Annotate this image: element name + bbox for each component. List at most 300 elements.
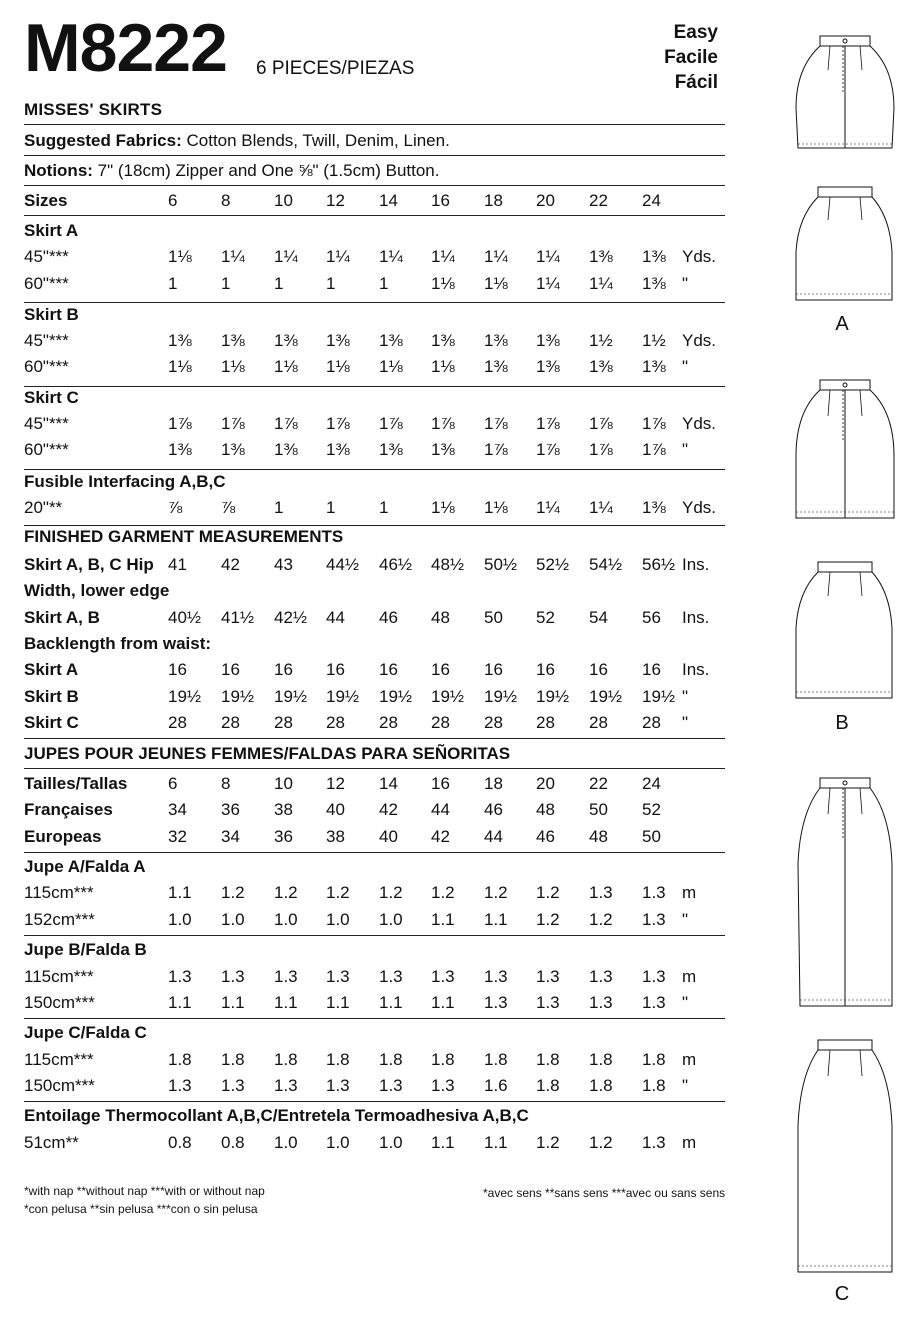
unit-label: m [682, 1050, 697, 1069]
cell-value: 1.3 [536, 993, 560, 1012]
unit-label: m [682, 1133, 697, 1152]
finished-title [24, 525, 725, 549]
section-header [24, 1104, 725, 1128]
cell-value: 1.8 [642, 1076, 666, 1095]
cell-value: 1⅛ [431, 498, 455, 517]
cell-value: 1 [379, 274, 389, 293]
row-label: Skirt A, B [24, 608, 100, 627]
unit-label: Ins. [682, 555, 710, 574]
cell-value: 1¼ [589, 498, 613, 517]
cell-value: 1⅜ [274, 440, 298, 459]
cell-value: 28 [536, 713, 555, 732]
section-header [24, 938, 725, 962]
cell-value: 19½ [379, 687, 413, 706]
hip-row [24, 553, 725, 577]
row-label: Backlength from waist: [24, 634, 212, 653]
cell-value: 1.0 [326, 1133, 350, 1152]
backlength-label-row [24, 632, 725, 656]
cell-value: 28 [589, 713, 608, 732]
pattern-title: MISSES' SKIRTS [24, 100, 163, 119]
unit-label: " [682, 713, 689, 732]
cell-value: 56 [642, 608, 661, 627]
row-label: Skirt C [24, 713, 79, 732]
unit-label: Yds. [682, 414, 717, 433]
cell-value: 1.8 [589, 1050, 613, 1069]
cell-value: 1⅞ [379, 414, 403, 433]
cell-value: ⅞ [168, 498, 183, 517]
cell-value: 28 [326, 713, 345, 732]
cell-value: 1.8 [536, 1076, 560, 1095]
skirt-c-front-sketch [788, 774, 898, 1010]
cell-value: 1.0 [326, 910, 350, 929]
cell-value: 1.2 [379, 883, 403, 902]
row-label: JUPES POUR JEUNES FEMMES/FALDAS PARA SEÑORITAS [24, 744, 511, 763]
cell-value: 52½ [536, 555, 570, 574]
fabrics-label: Suggested Fabrics: [24, 131, 182, 150]
row-label: Skirt A [24, 660, 79, 679]
view-a-label: A [835, 313, 849, 335]
cell-value: 50 [642, 827, 661, 846]
cell-value: 1¼ [589, 274, 613, 293]
cell-value: 1.0 [168, 910, 192, 929]
row-label: 152cm*** [24, 910, 95, 929]
cell-value: 38 [274, 800, 293, 819]
cell-value: 1.6 [484, 1076, 508, 1095]
pattern-number: M8222 [24, 10, 227, 86]
cell-value: 14 [379, 191, 398, 210]
cell-value: 1.1 [326, 993, 350, 1012]
cell-value: 44 [484, 827, 503, 846]
divider [24, 155, 725, 156]
difficulty-french: Facile [664, 47, 718, 68]
cell-value: 12 [326, 191, 345, 210]
skirt-b-back-sketch [788, 558, 898, 703]
cell-value: 1.3 [536, 967, 560, 986]
cell-value: 43 [274, 555, 293, 574]
unit-label: " [682, 274, 689, 293]
cell-value: 46 [484, 800, 503, 819]
cell-value: 1⅜ [221, 440, 245, 459]
pattern-title-row [24, 98, 725, 122]
cell-value: 1¼ [536, 274, 560, 293]
cell-value: 1⅞ [274, 414, 298, 433]
cell-value: 46½ [379, 555, 413, 574]
fabrics-row [24, 129, 725, 153]
row-label: 51cm** [24, 1133, 79, 1152]
cell-value: 1⅛ [431, 274, 455, 293]
cell-value: 1⅜ [642, 247, 666, 266]
cell-value: 6 [168, 774, 178, 793]
cell-value: 1⅞ [168, 414, 192, 433]
cell-value: 1.3 [274, 1076, 298, 1095]
cell-value: 40 [379, 827, 398, 846]
cell-value: 1.1 [484, 910, 508, 929]
cell-value: 16 [326, 660, 345, 679]
row-label: Entoilage Thermocollant A,B,C/Entretela Termoadhesiva A,B,C [24, 1106, 529, 1125]
row-label: 150cm*** [24, 993, 95, 1012]
cell-value: 1.3 [642, 993, 666, 1012]
cell-value: 28 [642, 713, 661, 732]
cell-value: 1.3 [589, 883, 613, 902]
cell-value: 1.3 [326, 967, 350, 986]
footnote-french: *avec sens **sans sens ***avec ou sans sens [483, 1186, 726, 1200]
cell-value: 46 [536, 827, 555, 846]
cell-value: 1.3 [326, 1076, 350, 1095]
row-label: 60"*** [24, 274, 69, 293]
cell-value: 44 [326, 608, 345, 627]
cell-value: 1¼ [379, 247, 403, 266]
cell-value: 1.2 [536, 1133, 560, 1152]
cell-value: 20 [536, 191, 555, 210]
yardage-row [24, 355, 725, 379]
francaises-row [24, 798, 725, 822]
cell-value: 1.3 [274, 967, 298, 986]
view-b-label: B [835, 712, 849, 734]
cell-value: 1⅜ [484, 331, 508, 350]
row-label: Skirt C [24, 388, 79, 407]
unit-label: " [682, 1076, 689, 1095]
cell-value: 1.1 [221, 993, 245, 1012]
row-label: Jupe A/Falda A [24, 857, 146, 876]
cell-value: 22 [589, 774, 608, 793]
cell-value: 1⅛ [484, 274, 508, 293]
row-label: Fusible Interfacing A,B,C [24, 472, 226, 491]
cell-value: 16 [536, 660, 555, 679]
cell-value: 50½ [484, 555, 518, 574]
unit-label: m [682, 967, 697, 986]
cell-value: 1⅜ [379, 331, 403, 350]
cell-value: 48 [536, 800, 555, 819]
cell-value: 42 [221, 555, 240, 574]
metric-row [24, 991, 725, 1015]
cell-value: 1⅜ [589, 357, 613, 376]
row-label: 45"*** [24, 247, 69, 266]
cell-value: 36 [274, 827, 293, 846]
cell-value: 6 [168, 191, 178, 210]
row-label: 45"*** [24, 331, 69, 350]
cell-value: 48 [589, 827, 608, 846]
cell-value: 14 [379, 774, 398, 793]
cell-value: 1.1 [274, 993, 298, 1012]
cell-value: 18 [484, 774, 503, 793]
cell-value: 1⅞ [326, 414, 350, 433]
cell-value: 1⅛ [431, 357, 455, 376]
cell-value: 1⅜ [589, 247, 613, 266]
cell-value: 1.8 [379, 1050, 403, 1069]
skirt-b-front-sketch [788, 376, 898, 522]
cell-value: 1⅜ [168, 440, 192, 459]
cell-value: 1⅞ [536, 414, 560, 433]
cell-value: 52 [642, 800, 661, 819]
cell-value: 1⅞ [431, 414, 455, 433]
cell-value: 34 [168, 800, 187, 819]
metric-row [24, 1131, 725, 1155]
cell-value: 1.3 [642, 967, 666, 986]
cell-value: 16 [431, 660, 450, 679]
unit-label: Ins. [682, 608, 710, 627]
cell-value: 1.8 [484, 1050, 508, 1069]
cell-value: 28 [274, 713, 293, 732]
divider [24, 768, 725, 769]
cell-value: 1.2 [536, 883, 560, 902]
cell-value: 1¼ [431, 247, 455, 266]
cell-value: 16 [221, 660, 240, 679]
unit-label: Ins. [682, 660, 710, 679]
cell-value: 50 [589, 800, 608, 819]
yardage-row [24, 412, 725, 436]
cell-value: 1¼ [221, 247, 245, 266]
cell-value: 1⅜ [379, 440, 403, 459]
cell-value: 1⅛ [379, 357, 403, 376]
cell-value: 1⅜ [168, 331, 192, 350]
unit-label: Yds. [682, 331, 717, 350]
cell-value: 1.2 [589, 910, 613, 929]
cell-value: 18 [484, 191, 503, 210]
cell-value: 1.8 [589, 1076, 613, 1095]
cell-value: 1¼ [326, 247, 350, 266]
cell-value: 1⅜ [431, 440, 455, 459]
row-label: 150cm*** [24, 1076, 95, 1095]
unit-label: m [682, 883, 697, 902]
cell-value: 1⅞ [589, 414, 613, 433]
row-label: Skirt A [24, 221, 79, 240]
footnote-english: *with nap **without nap ***with or without nap [24, 1184, 265, 1198]
sizes-row [24, 189, 725, 213]
divider [24, 738, 725, 739]
row-label: Europeas [24, 827, 102, 846]
row-label: 45"*** [24, 414, 69, 433]
cell-value: 1.3 [221, 1076, 245, 1095]
row-label: Tailles/Tallas [24, 774, 128, 793]
cell-value: 1.1 [431, 910, 455, 929]
cell-value: 1.3 [379, 1076, 403, 1095]
cell-value: 19½ [589, 687, 623, 706]
section-header [24, 303, 725, 327]
metric-row [24, 965, 725, 989]
skirt-c-back-sketch [788, 1036, 898, 1276]
cell-value: 24 [642, 191, 661, 210]
unit-label: " [682, 687, 689, 706]
metric-row [24, 908, 725, 932]
cell-value: 28 [379, 713, 398, 732]
cell-value: 1 [274, 274, 284, 293]
cell-value: 1.0 [274, 910, 298, 929]
row-label: Sizes [24, 191, 68, 210]
cell-value: 52 [536, 608, 555, 627]
difficulty-spanish: Fácil [674, 72, 718, 93]
pieces-count: 6 PIECES/PIEZAS [256, 58, 415, 79]
cell-value: 1 [379, 498, 389, 517]
cell-value: 42½ [274, 608, 308, 627]
cell-value: 1.3 [168, 1076, 192, 1095]
cell-value: 1.8 [221, 1050, 245, 1069]
row-label: 20"** [24, 498, 63, 517]
cell-value: 1⅞ [221, 414, 245, 433]
fabrics-text: Cotton Blends, Twill, Denim, Linen. [181, 131, 450, 150]
cell-value: 1 [168, 274, 178, 293]
cell-value: 1⅜ [484, 357, 508, 376]
cell-value: 19½ [221, 687, 255, 706]
cell-value: 0.8 [221, 1133, 245, 1152]
divider [24, 1101, 725, 1102]
cell-value: 1.2 [221, 883, 245, 902]
cell-value: 36 [221, 800, 240, 819]
cell-value: 1.3 [221, 967, 245, 986]
tailles-row [24, 772, 725, 796]
back-c-row [24, 711, 725, 735]
cell-value: 1.8 [274, 1050, 298, 1069]
cell-value: 1.2 [536, 910, 560, 929]
cell-value: 1¼ [536, 247, 560, 266]
cell-value: 1.2 [431, 883, 455, 902]
cell-value: 1 [326, 498, 336, 517]
skirt-a-back-sketch [788, 182, 898, 304]
divider [24, 185, 725, 186]
cell-value: 1⅞ [642, 414, 666, 433]
cell-value: 0.8 [168, 1133, 192, 1152]
cell-value: 1.3 [642, 883, 666, 902]
cell-value: 1.1 [379, 993, 403, 1012]
cell-value: 19½ [274, 687, 308, 706]
cell-value: 16 [589, 660, 608, 679]
cell-value: 1⅞ [484, 414, 508, 433]
cell-value: 1.8 [536, 1050, 560, 1069]
cell-value: 1.2 [484, 883, 508, 902]
cell-value: 1⅛ [326, 357, 350, 376]
yardage-row [24, 496, 725, 520]
cell-value: 16 [379, 660, 398, 679]
cell-value: 1.0 [221, 910, 245, 929]
cell-value: 20 [536, 774, 555, 793]
cell-value: 19½ [642, 687, 676, 706]
cell-value: 42 [379, 800, 398, 819]
cell-value: 1.3 [642, 910, 666, 929]
skirt-a-front-sketch [788, 28, 898, 154]
cell-value: 46 [379, 608, 398, 627]
row-label: Skirt B [24, 687, 79, 706]
cell-value: 10 [274, 774, 293, 793]
metric-row [24, 1074, 725, 1098]
cell-value: 1.3 [589, 967, 613, 986]
footnote-spanish: *con pelusa **sin pelusa ***con o sin pelusa [24, 1202, 258, 1216]
cell-value: 1⅜ [536, 357, 560, 376]
unit-label: Yds. [682, 498, 717, 517]
section-header [24, 386, 725, 410]
cell-value: 28 [431, 713, 450, 732]
row-label: Jupe C/Falda C [24, 1023, 147, 1042]
cell-value: 1⅞ [536, 440, 560, 459]
cell-value: 1⅜ [642, 498, 666, 517]
width-row [24, 606, 725, 630]
cell-value: 41½ [221, 608, 255, 627]
french-title [24, 742, 725, 766]
cell-value: 1⅛ [274, 357, 298, 376]
notions-row [24, 159, 725, 183]
cell-value: 54 [589, 608, 608, 627]
cell-value: 19½ [484, 687, 518, 706]
view-c-label: C [834, 1283, 850, 1305]
cell-value: 28 [484, 713, 503, 732]
cell-value: 1.3 [431, 967, 455, 986]
cell-value: 44 [431, 800, 450, 819]
row-label: Jupe B/Falda B [24, 940, 147, 959]
cell-value: 1⅞ [642, 440, 666, 459]
cell-value: 1.8 [642, 1050, 666, 1069]
row-label: Skirt B [24, 305, 79, 324]
cell-value: 16 [484, 660, 503, 679]
cell-value: 34 [221, 827, 240, 846]
cell-value: 28 [168, 713, 187, 732]
cell-value: 19½ [431, 687, 465, 706]
cell-value: 16 [642, 660, 661, 679]
divider [24, 1018, 725, 1019]
cell-value: 1.3 [431, 1076, 455, 1095]
row-label: Françaises [24, 800, 113, 819]
row-label: 115cm*** [24, 967, 94, 986]
section-header [24, 470, 725, 494]
divider [24, 124, 725, 125]
cell-value: 1.8 [431, 1050, 455, 1069]
cell-value: 1.3 [379, 967, 403, 986]
cell-value: 1.2 [589, 1133, 613, 1152]
cell-value: 1⅜ [431, 331, 455, 350]
cell-value: 1⅛ [221, 357, 245, 376]
cell-value: 24 [642, 774, 661, 793]
cell-value: ⅞ [221, 498, 236, 517]
divider [24, 935, 725, 936]
cell-value: 44½ [326, 555, 360, 574]
cell-value: 1.2 [326, 883, 350, 902]
cell-value: 1.3 [484, 993, 508, 1012]
cell-value: 1.8 [326, 1050, 350, 1069]
cell-value: 1¼ [536, 498, 560, 517]
cell-value: 1⅛ [168, 247, 192, 266]
cell-value: 10 [274, 191, 293, 210]
cell-value: 1.1 [484, 1133, 508, 1152]
cell-value: 1.1 [431, 993, 455, 1012]
cell-value: 1½ [589, 331, 613, 350]
row-label: 60"*** [24, 440, 69, 459]
notions-label: Notions: [24, 161, 93, 180]
cell-value: 28 [221, 713, 240, 732]
cell-value: 1.8 [168, 1050, 192, 1069]
cell-value: 1⅞ [484, 440, 508, 459]
cell-value: 54½ [589, 555, 623, 574]
cell-value: 1⅜ [326, 440, 350, 459]
back-a-row [24, 658, 725, 682]
yardage-row [24, 272, 725, 296]
cell-value: 56½ [642, 555, 676, 574]
cell-value: 1.1 [431, 1133, 455, 1152]
width-label-row [24, 579, 725, 603]
section-header [24, 1021, 725, 1045]
unit-label: Yds. [682, 247, 717, 266]
cell-value: 1⅜ [326, 331, 350, 350]
cell-value: 1.0 [379, 910, 403, 929]
cell-value: 1⅛ [168, 357, 192, 376]
cell-value: 1⅞ [589, 440, 613, 459]
cell-value: 1 [326, 274, 336, 293]
divider [24, 215, 725, 216]
row-label: 115cm*** [24, 883, 94, 902]
unit-label: " [682, 357, 689, 376]
cell-value: 19½ [326, 687, 360, 706]
cell-value: 40 [326, 800, 345, 819]
difficulty-english: Easy [673, 22, 718, 43]
cell-value: 48½ [431, 555, 465, 574]
cell-value: 1⅜ [642, 274, 666, 293]
yardage-row [24, 329, 725, 353]
